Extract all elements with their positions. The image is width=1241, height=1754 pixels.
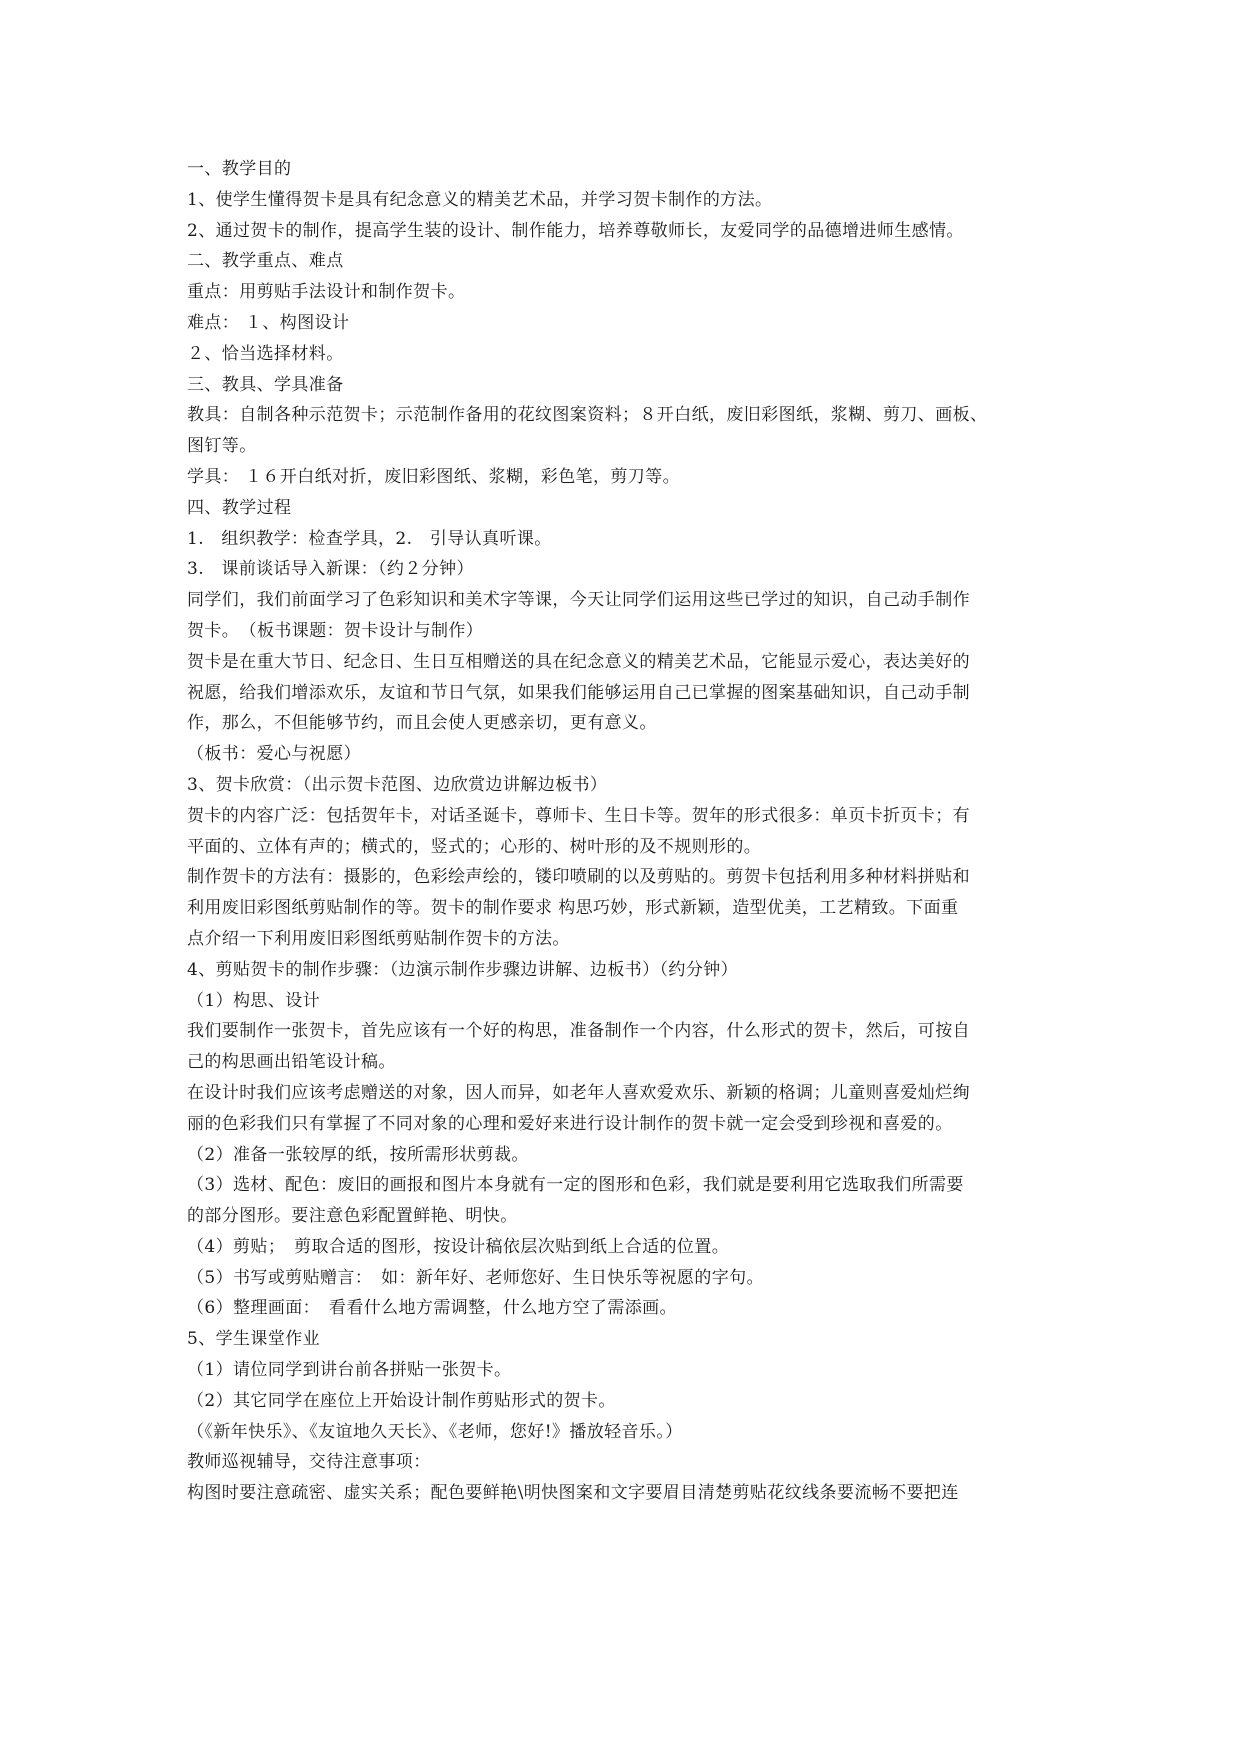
paragraph-line: 3、贺卡欣赏：（出示贺卡范图、边欣赏边讲解边板书） [187, 774, 608, 795]
section-heading-process: 四、教学过程 [187, 497, 292, 518]
section-heading-materials: 三、教具、学具准备 [187, 374, 344, 395]
paragraph-line: （2）准备一张较厚的纸，按所需形状剪裁。 [187, 1144, 529, 1165]
paragraph-line: 难点： １、构图设计 [187, 312, 350, 333]
paragraph-line: 的部分图形。要注意色彩配置鲜艳、明快。 [187, 1206, 518, 1227]
paragraph-line: 1、使学生懂得贺卡是具有纪念意义的精美艺术品，并学习贺卡制作的方法。 [187, 189, 773, 210]
paragraph-line: 制作贺卡的方法有：摄影的，色彩绘声绘的，镂印喷刷的以及剪贴的。剪贺卡包括利用多种材料拼贴和 [187, 867, 970, 888]
paragraph-line: 同学们，我们前面学习了色彩知识和美术字等课，今天让同学们运用这些已学过的知识，自己动手制作 [187, 590, 970, 611]
paragraph-line: （《新年快乐》、《友谊地久天长》、《老师，您好!》播放轻音乐。） [187, 1421, 683, 1442]
paragraph-line: 利用废旧彩图纸剪贴制作的等。贺卡的制作要求 构思巧妙，形式新颖，造型优美，工艺精致。下面重 [187, 898, 959, 919]
paragraph-line: 5、学生课堂作业 [187, 1329, 321, 1350]
paragraph-line: 贺卡是在重大节日、纪念日、生日互相赠送的具在纪念意义的精美艺术品，它能显示爱心，表达美好的 [187, 651, 970, 672]
paragraph-line: 2、通过贺卡的制作，提高学生装的设计、制作能力，培养尊敬师长，友爱同学的品德增进师生感情。 [187, 220, 964, 241]
paragraph-line: 点介绍一下利用废旧彩图纸剪贴制作贺卡的方法。 [187, 928, 570, 949]
paragraph-line: 教具：自制各种示范贺卡；示范制作备用的花纹图案资料；８开白纸，废旧彩图纸，浆糊、剪刀、画板、 [187, 405, 988, 426]
paragraph-line: 贺卡。 （板书课题：贺卡设计与制作） [187, 620, 484, 641]
paragraph-line: 图钉等。 [187, 436, 257, 457]
paragraph-line: （6）整理画面： 看看什么地方需调整，什么地方空了需添画。 [187, 1298, 677, 1319]
paragraph-line: 贺卡的内容广泛：包括贺年卡，对话圣诞卡，尊师卡、生日卡等。贺年的形式很多：单页卡折页卡；有 [187, 805, 970, 826]
paragraph-line: 平面的、立体有声的；横式的，竖式的；心形的、树叶形的及不规则形的。 [187, 836, 762, 857]
paragraph-line: 1. 组织教学：检查学具，2. 引导认真听课。 [187, 528, 552, 549]
paragraph-line: 丽的色彩我们只有掌握了不同对象的心理和爱好来进行设计制作的贺卡就一定会受到珍视和喜爱的。 [187, 1113, 953, 1134]
paragraph-line: 在设计时我们应该考虑赠送的对象，因人而异，如老年人喜欢爱欢乐、新颖的格调；儿童则喜爱灿烂绚 [187, 1082, 970, 1103]
paragraph-line: 构图时要注意疏密、虚实关系；配色要鲜艳\明快图案和文字要眉目清楚剪贴花纹线条要流畅不要把连 [187, 1483, 959, 1504]
paragraph-line: 教师巡视辅导，交待注意事项： [187, 1452, 431, 1473]
paragraph-line: （1）构思、设计 [187, 990, 321, 1011]
paragraph-line: ２、恰当选择材料。 [187, 343, 344, 364]
paragraph-line: （3）选材、配色：废旧的画报和图片本身就有一定的图形和色彩，我们就是要利用它选取我们所需要 [187, 1175, 964, 1196]
paragraph-line: （5）书写或剪贴赠言： 如：新年好、老师您好、生日快乐等祝愿的字句。 [187, 1267, 764, 1288]
document-body [187, 154, 1062, 1509]
paragraph-line: （1）请位同学到讲台前各拼贴一张贺卡。 [187, 1360, 512, 1381]
paragraph-line: 3. 课前谈话导入新课：（约２分钟） [187, 559, 474, 580]
paragraph-line: 祝愿，给我们增添欢乐，友谊和节日气氛，如果我们能够运用自己已掌握的图案基础知识，自己动手制 [187, 682, 970, 703]
paragraph-line: （4）剪贴； 剪取合适的图形，按设计稿依层次贴到纸上合适的位置。 [187, 1236, 730, 1257]
paragraph-line: （板书：爱心与祝愿） [187, 744, 361, 765]
paragraph-line: 己的构思画出铅笔设计稿。 [187, 1052, 396, 1073]
paragraph-line: 作，那么，不但能够节约，而且会使人更感亲切，更有意义。 [187, 713, 657, 734]
paragraph-line: 重点：用剪贴手法设计和制作贺卡。 [187, 282, 466, 303]
section-heading-teaching-goals: 一、教学目的 [187, 159, 292, 179]
paragraph-line: （2）其它同学在座位上开始设计制作剪贴形式的贺卡。 [187, 1390, 616, 1411]
section-heading-key-points: 二、教学重点、难点 [187, 251, 344, 272]
paragraph-line: 我们要制作一张贺卡，首先应该有一个好的构思，准备制作一个内容，什么形式的贺卡，然后，可按自 [187, 1021, 970, 1042]
paragraph-line: 4、剪贴贺卡的制作步骤：（边演示制作步骤边讲解、边板书）（约分钟） [187, 959, 739, 980]
paragraph-line: 学具： １６开白纸对折，废旧彩图纸、浆糊，彩色笔，剪刀等。 [187, 466, 681, 487]
